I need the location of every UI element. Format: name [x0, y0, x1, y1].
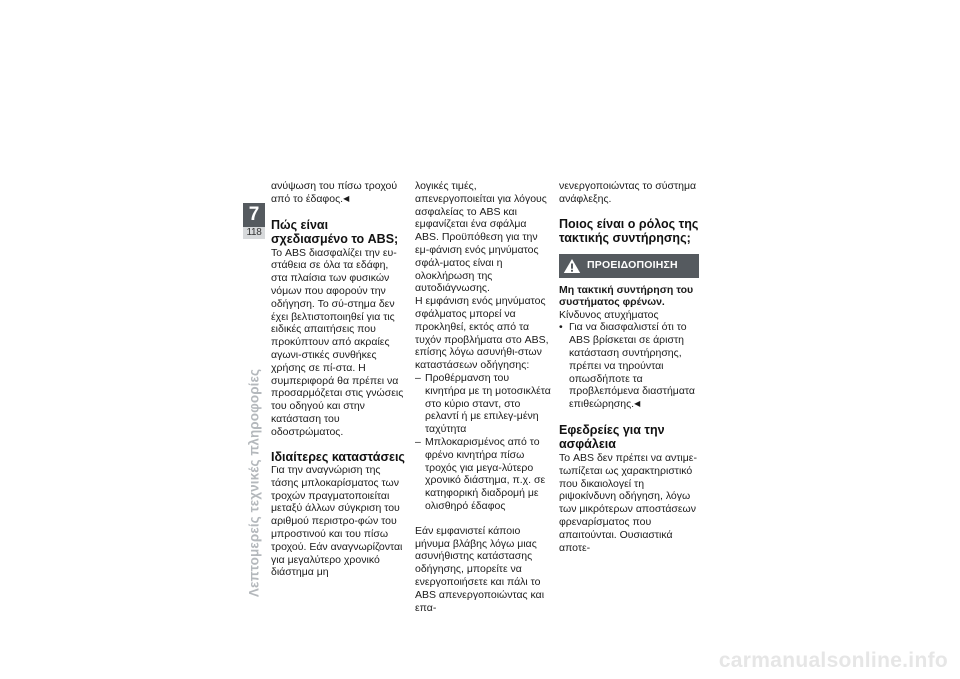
warning-label: ΠΡΟΕΙΔΟΠΟΙΗΣΗ [587, 259, 678, 272]
column3-intro: νενεργοποιώντας το σύστημα ανάφλεξης. [559, 180, 697, 205]
watermark: carmanualsonline.info [718, 649, 948, 672]
warning-box [559, 254, 699, 278]
list-item [559, 321, 699, 411]
heading-maintenance-role: Ποιος είναι ο ρόλος της τακτικής συντήρησης; [559, 216, 699, 246]
paragraph-safety-reserves: Το ABS δεν πρέπει να αντιμε-τωπίζεται ως χαρακτηριστικό που δικαιολογεί τη ριψοκίνδυνη οδήγηση, λόγω των μικρότερων αποστάσεων φρεναρίσματος που απαιτούνται. Ουσιαστικά αποτε- [559, 451, 697, 554]
driving-situations-list [415, 372, 551, 513]
paragraph-reactivate-abs: Εάν εμφανιστεί κάποιο μήνυμα βλάβης λόγω μιας ασυνήθιστης κατάστασης οδήγησης, μπορείτε να ενεργοποιήσετε και πάλι το ABS απενεργοποιώντας και επα- [415, 524, 545, 614]
list-item: – Μπλοκαρισμένος από το φρένο κινητήρα πίσω τροχός για μεγα-λύτερο χρονικό διάστημα, π.χ. σε κατηφορική διαδρομή με ολισθηρό έδαφος [415, 436, 551, 513]
warning-triangle-icon [563, 258, 581, 274]
warning-text: Κίνδυνος ατυχήματος [559, 308, 659, 321]
text-column-1 [271, 180, 407, 579]
chapter-number: 7 [243, 203, 265, 227]
end-marker-triangle-icon: ◀ [343, 193, 350, 203]
paragraph-error-causes: Η εμφάνιση ενός μηνύματος σφάλματος μπορεί να προκληθεί, εκτός από τα τυχόν προβλήματα στο ABS, επίσης λόγω ασυνήθι-στων καταστάσεων οδήγησης: [415, 295, 549, 372]
heading-special-situations: Ιδιαίτερες καταστάσεις [271, 449, 405, 464]
list-item: – Προθέρμανση του κινητήρα με τη μοτοσικλέτα στο κύριο σταντ, στο ρελαντί ή με επιλεγ-μένη ταχύτητα [415, 372, 551, 436]
column1-intro [271, 180, 407, 206]
text-column-3 [559, 180, 699, 554]
heading-abs-design: Πώς είναι σχεδιασμένο το ABS; [271, 217, 399, 247]
paragraph-error-display: λογικές τιμές, απενεργοποιείται για λόγους ασφαλείας το ABS και εμφανίζεται ένα σφάλμα ABS. Προϋπόθεση για την εμ-φάνιση ενός μηνύματος σφάλ-ματος είναι η ολοκλήρωση της αυτοδιάγνωσης. [415, 180, 547, 295]
column1-intro-text: ανύψωση του πίσω τροχού από το έδαφος. [271, 180, 398, 205]
end-marker-triangle-icon: ◀ [634, 399, 641, 409]
heading-safety-reserves: Εφεδρείες για την ασφάλεια [559, 422, 665, 452]
warning-title: Μη τακτική συντήρηση του συστήματος φρένων. [559, 283, 694, 309]
paragraph-abs-design: Το ABS διασφαλίζει την ευ-στάθεια σε όλα τα εδάφη, στα πλαίσια των φυσικών νόμων που αφορούν την οδήγηση. Το σύ-στημα δεν έχει βελτιστοποιηθεί για τις ειδικές απαιτήσεις που προκύπτουν από ακραίες αγωνι-στικές συνθήκες χρήσης σε πί-στα. Η συμπεριφορά θα πρέπει να προσαρμόζεται στις γνώσεις του οδηγού και στην κατάσταση του οδοστρώματος. [271, 246, 404, 438]
paragraph-special-situations: Για την αναγνώριση της τάσης μπλοκαρίσματος των τροχών πραγματοποιείται μεταξύ άλλων σύγκριση του αριθμού περιστρο-φών του μπροστινού και του πίσω τροχού. Εάν αναγνωρίζονται για μεγαλύτερο χρονικό διάστημα μη [271, 464, 403, 579]
page-number: 118 [243, 227, 265, 239]
text-column-2 [415, 180, 551, 614]
warning-bullet-list [559, 321, 699, 411]
list-item-text: Για να διασφαλιστεί ότι το ABS βρίσκεται σε άριστη κατάσταση συντήρησης, πρέπει να τηρούνται οπωσδήποτε τα προβλεπόμενα διαστήματα επιθεώρησης. [569, 321, 695, 411]
chapter-tab [243, 203, 265, 239]
chapter-side-title-text: Λεπτομερείς τεχνικές πληροφορίες [246, 368, 262, 598]
